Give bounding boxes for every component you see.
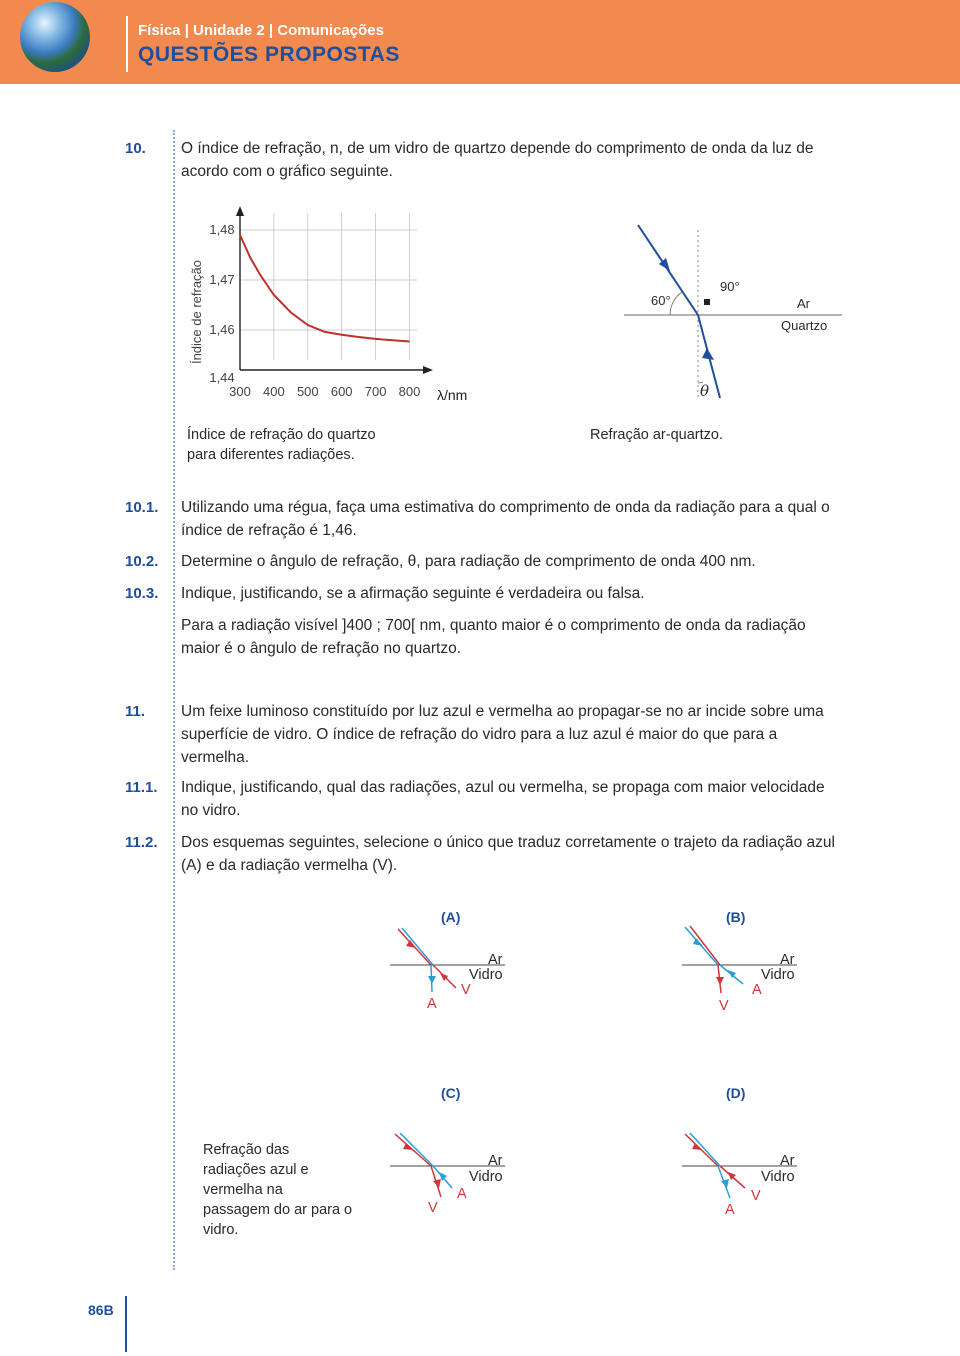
globe-logo-icon bbox=[20, 2, 90, 72]
incident-red-ray bbox=[685, 1134, 718, 1166]
y-axis-label: Índice de refração bbox=[189, 259, 204, 365]
theta-label: θ bbox=[700, 382, 710, 400]
subquestion-number: 11.2. bbox=[125, 834, 158, 851]
option-d-diagram bbox=[675, 1125, 825, 1225]
question-number: 10. bbox=[125, 140, 146, 157]
y-tick-label: 1,46 bbox=[209, 322, 235, 337]
option-a-diagram bbox=[380, 915, 530, 1020]
chart-grid bbox=[240, 213, 417, 360]
incident-blue-ray bbox=[400, 1133, 433, 1166]
chart-tick-labels bbox=[209, 222, 420, 399]
subquestion-text: Indique, justificando, qual das radiações, azul ou vermelha, se propaga com maior velocidade no vidro. bbox=[181, 779, 825, 819]
subquestion-text: Dos esquemas seguintes, selecione o único que traduz corretamente o trajeto da radiação azul (A) e da radiação vermelha (V). bbox=[181, 834, 835, 874]
subquestion-number: 10.2. bbox=[125, 553, 159, 570]
page-header bbox=[0, 0, 960, 84]
air-label: Ar bbox=[780, 1153, 795, 1169]
y-axis-arrow-icon bbox=[236, 206, 244, 216]
medium-air-label: Ar bbox=[797, 296, 810, 311]
ray-label: A bbox=[427, 996, 437, 1012]
x-tick-label: 600 bbox=[330, 384, 353, 399]
header-subtitle: Física | Unidade 2 | Comunicações bbox=[138, 22, 384, 39]
incident-red-ray bbox=[690, 926, 720, 965]
option-a-label: (A) bbox=[441, 909, 461, 925]
refraction-index-chart bbox=[180, 205, 480, 420]
right-angle-marker-icon bbox=[704, 299, 710, 305]
question-text: O índice de refração, n, de um vidro de quartzo depende do comprimento de onda da luz de acordo com o gráfico seguinte. bbox=[181, 140, 814, 180]
angle-60-label: 60° bbox=[651, 293, 671, 308]
glass-label: Vidro bbox=[469, 1169, 503, 1185]
option-b-label: (B) bbox=[726, 909, 746, 925]
subquestion-number: 10.1. bbox=[125, 499, 159, 516]
air-label: Ar bbox=[488, 952, 503, 968]
incident-blue-ray bbox=[402, 928, 433, 965]
graph-caption: Índice de refração do quartzo para diferentes radiações. bbox=[187, 427, 376, 463]
subquestion-text: Utilizando uma régua, faça uma estimativa do comprimento de onda da radiação para a qual o índice de refração é 1,46. bbox=[181, 499, 830, 539]
glass-label: Vidro bbox=[469, 967, 503, 983]
ray-label: V bbox=[751, 1188, 761, 1204]
page-number: 86B bbox=[88, 1302, 114, 1318]
option-b-diagram bbox=[670, 915, 820, 1020]
y-tick-label: 1,47 bbox=[209, 272, 235, 287]
angle-90-label: 90° bbox=[720, 279, 740, 294]
y-tick-label: 1,44 bbox=[209, 370, 235, 385]
glass-label: Vidro bbox=[761, 967, 795, 983]
option-c-diagram bbox=[385, 1125, 535, 1225]
x-tick-label: 700 bbox=[364, 384, 387, 399]
glass-label: Vidro bbox=[761, 1169, 795, 1185]
header-divider bbox=[126, 16, 128, 72]
options-caption: Refração das radiações azul e vermelha na passagem do ar para o vidro. bbox=[203, 1142, 353, 1238]
ray-label: A bbox=[752, 982, 762, 998]
subquestion-text: Indique, justificando, se a afirmação seguinte é verdadeira ou falsa. bbox=[181, 585, 645, 602]
refraction-diagram bbox=[610, 215, 850, 410]
refraction-curve bbox=[240, 235, 410, 342]
subquestion-number: 10.3. bbox=[125, 585, 159, 602]
page-title: QUESTÕES PROPOSTAS bbox=[138, 43, 400, 66]
ray-label: V bbox=[461, 982, 471, 998]
question-text: Um feixe luminoso constituído por luz azul e vermelha ao propagar-se no ar incide sobre uma superfície de vidro. O índice de refração do vidro para a luz azul é maior do que para a vermelha. bbox=[181, 703, 824, 766]
air-label: Ar bbox=[488, 1153, 503, 1169]
refracted-arrow-icon bbox=[702, 348, 714, 360]
ray-label: V bbox=[719, 998, 729, 1014]
air-label: Ar bbox=[780, 952, 795, 968]
chart-axes bbox=[236, 206, 433, 374]
blue-arrow-icon bbox=[428, 976, 436, 984]
medium-quartz-label: Quartzo bbox=[781, 318, 828, 333]
x-tick-label: 800 bbox=[398, 384, 421, 399]
page-number-rule bbox=[125, 1296, 127, 1352]
diagram-caption: Refração ar-quartzo. bbox=[590, 427, 723, 443]
ray-label: A bbox=[725, 1202, 735, 1218]
incident-blue-ray bbox=[690, 1133, 720, 1166]
subquestion-number: 11.1. bbox=[125, 779, 158, 796]
ray-label: V bbox=[428, 1200, 438, 1216]
subquestion-text: Determine o ângulo de refração, θ, para radiação de comprimento de onda 400 nm. bbox=[181, 553, 756, 570]
y-tick-label: 1,48 bbox=[209, 222, 235, 237]
x-axis-arrow-icon bbox=[423, 366, 433, 374]
option-c-label: (C) bbox=[441, 1085, 461, 1101]
angle-arc bbox=[670, 292, 682, 315]
x-tick-label: 500 bbox=[296, 384, 319, 399]
ray-label: A bbox=[457, 1186, 467, 1202]
incident-blue-ray bbox=[685, 927, 718, 965]
red-arrow-icon bbox=[716, 977, 724, 985]
question-number: 11. bbox=[125, 703, 146, 720]
x-tick-label: 300 bbox=[229, 384, 251, 399]
x-tick-label: 400 bbox=[263, 384, 285, 399]
x-axis-label: λ/nm bbox=[437, 387, 468, 403]
option-d-label: (D) bbox=[726, 1085, 746, 1101]
margin-dotted-line bbox=[173, 130, 175, 1270]
statement-text: Para a radiação visível ]400 ; 700[ nm, quanto maior é o comprimento de onda da radiação maior é o ângulo de refração no quartzo. bbox=[181, 617, 806, 657]
